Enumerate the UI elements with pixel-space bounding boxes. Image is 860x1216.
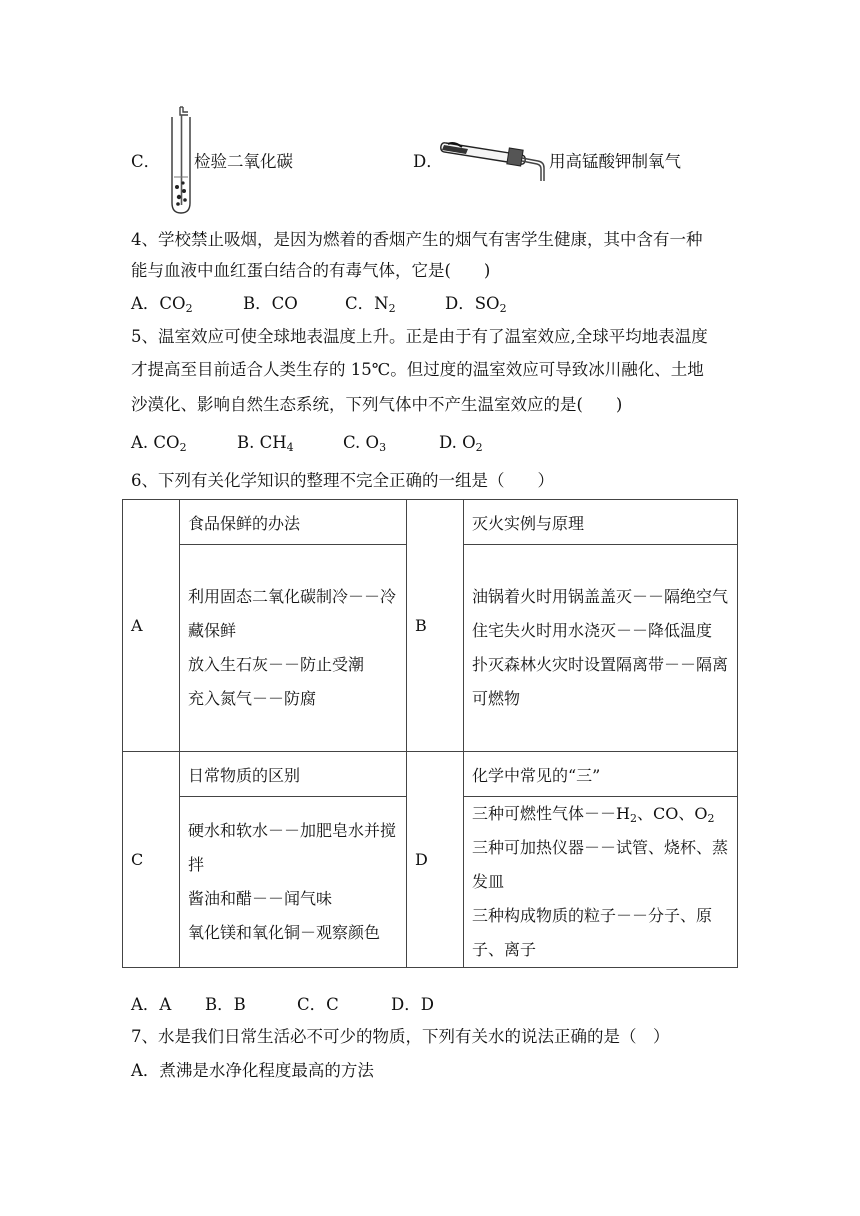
- q7-stem: 7、水是我们日常生活必不可少的物质，下列有关水的说法正确的是（ ）: [131, 1027, 670, 1046]
- q5-options: [131, 432, 483, 454]
- q6-option-d: D．D: [391, 995, 434, 1014]
- q5-option-a: A. $CO_2$: [131, 433, 187, 454]
- q3-option-c-label: C．: [131, 152, 161, 171]
- q4-options: [131, 293, 507, 315]
- q4-option-c: C．$N_2$: [345, 294, 396, 315]
- q6-d-line-1: 三种可燃性气体$--H_2$、CO、$O_2$: [472, 804, 715, 825]
- q3-option-d-label: D．: [413, 152, 443, 171]
- q6-b-title: 灭火实例与原理: [464, 500, 738, 545]
- q6-label-c: C: [123, 752, 180, 968]
- q7-option-a: A．煮沸是水净化程度最高的方法: [131, 1061, 374, 1080]
- q6-option-b: B．B: [205, 995, 246, 1014]
- q4-stem-line2: 能与血液中血红蛋白结合的有毒气体，它是( ): [131, 261, 491, 280]
- q6-c-line-1: 硬水和软水－－加肥皂水并搅拌: [188, 821, 397, 874]
- q6-d-line-3: 三种构成物质的粒子－－分子、原子、离子: [472, 906, 713, 959]
- q4-option-d: D．$SO_2$: [445, 294, 507, 315]
- q6-a-line-3: 充入氮气－－防腐: [188, 689, 317, 708]
- q6-a-title: 食品保鲜的办法: [180, 500, 407, 545]
- q4-option-b: B．CO: [243, 294, 298, 313]
- q5-stem-line3: 沙漠化、影响自然生态系统，下列气体中不产生温室效应的是( ): [131, 395, 623, 414]
- q6-b-line-3: 扑灭森林火灾时设置隔离带－－隔离可燃物: [472, 655, 729, 708]
- q5-stem-line2: 才提高至目前适合人类生存的 15℃。但过度的温室效应可导致冰川融化、土地: [131, 360, 704, 379]
- q6-options: [131, 994, 434, 1016]
- q6-a-body: [180, 545, 407, 752]
- q6-label-a: A: [123, 500, 180, 752]
- q5-stem-line1: 5、温室效应可使全球地表温度上升。正是由于有了温室效应,全球平均地表温度: [131, 327, 708, 346]
- q6-d-line-2: 三种可加热仪器－－试管、烧杯、蒸发皿: [472, 838, 729, 891]
- q6-d-body: [464, 797, 738, 968]
- test-tube-with-bent-pipe-figure: [158, 105, 192, 217]
- q6-c-line-2: 酱油和醋－－闻气味: [188, 889, 333, 908]
- q4-option-a: A．$CO_2$: [131, 294, 193, 315]
- q5-option-c: C. $O_3$: [343, 433, 387, 454]
- q6-d-title: 化学中常见的“三”: [464, 752, 738, 797]
- q6-b-line-1: 油锅着火时用锅盖盖灭－－隔绝空气: [472, 587, 729, 606]
- q6-a-line-1: 利用固态二氧化碳制冷－－冷藏保鲜: [188, 587, 397, 640]
- q6-b-body: [464, 545, 738, 752]
- q3-option-c-text: 检验二氧化碳: [194, 152, 293, 171]
- q6-c-title: 日常物质的区别: [180, 752, 407, 797]
- q5-option-d: D. $O_2$: [439, 433, 483, 454]
- q6-label-b: B: [407, 500, 464, 752]
- q6-option-c: C．C: [297, 995, 339, 1014]
- q6-table: [122, 499, 738, 968]
- q3-option-d-text: 用高锰酸钾制氧气: [549, 152, 681, 171]
- q5-option-b: B. $CH_4$: [237, 433, 294, 454]
- heating-test-tube-figure: [438, 135, 550, 187]
- q6-option-a: A．A: [131, 995, 172, 1014]
- q6-a-line-2: 放入生石灰－－防止受潮: [188, 655, 365, 674]
- q6-c-line-3: 氧化镁和氧化铜－观察颜色: [188, 923, 381, 942]
- q6-label-d: D: [407, 752, 464, 968]
- q6-stem: 6、下列有关化学知识的整理不完全正确的一组是（ ）: [131, 471, 554, 490]
- q6-c-body: [180, 797, 407, 968]
- q6-b-line-2: 住宅失火时用水浇灭－－降低温度: [472, 621, 713, 640]
- q4-stem-line1: 4、学校禁止吸烟，是因为燃着的香烟产生的烟气有害学生健康，其中含有一种: [131, 230, 703, 249]
